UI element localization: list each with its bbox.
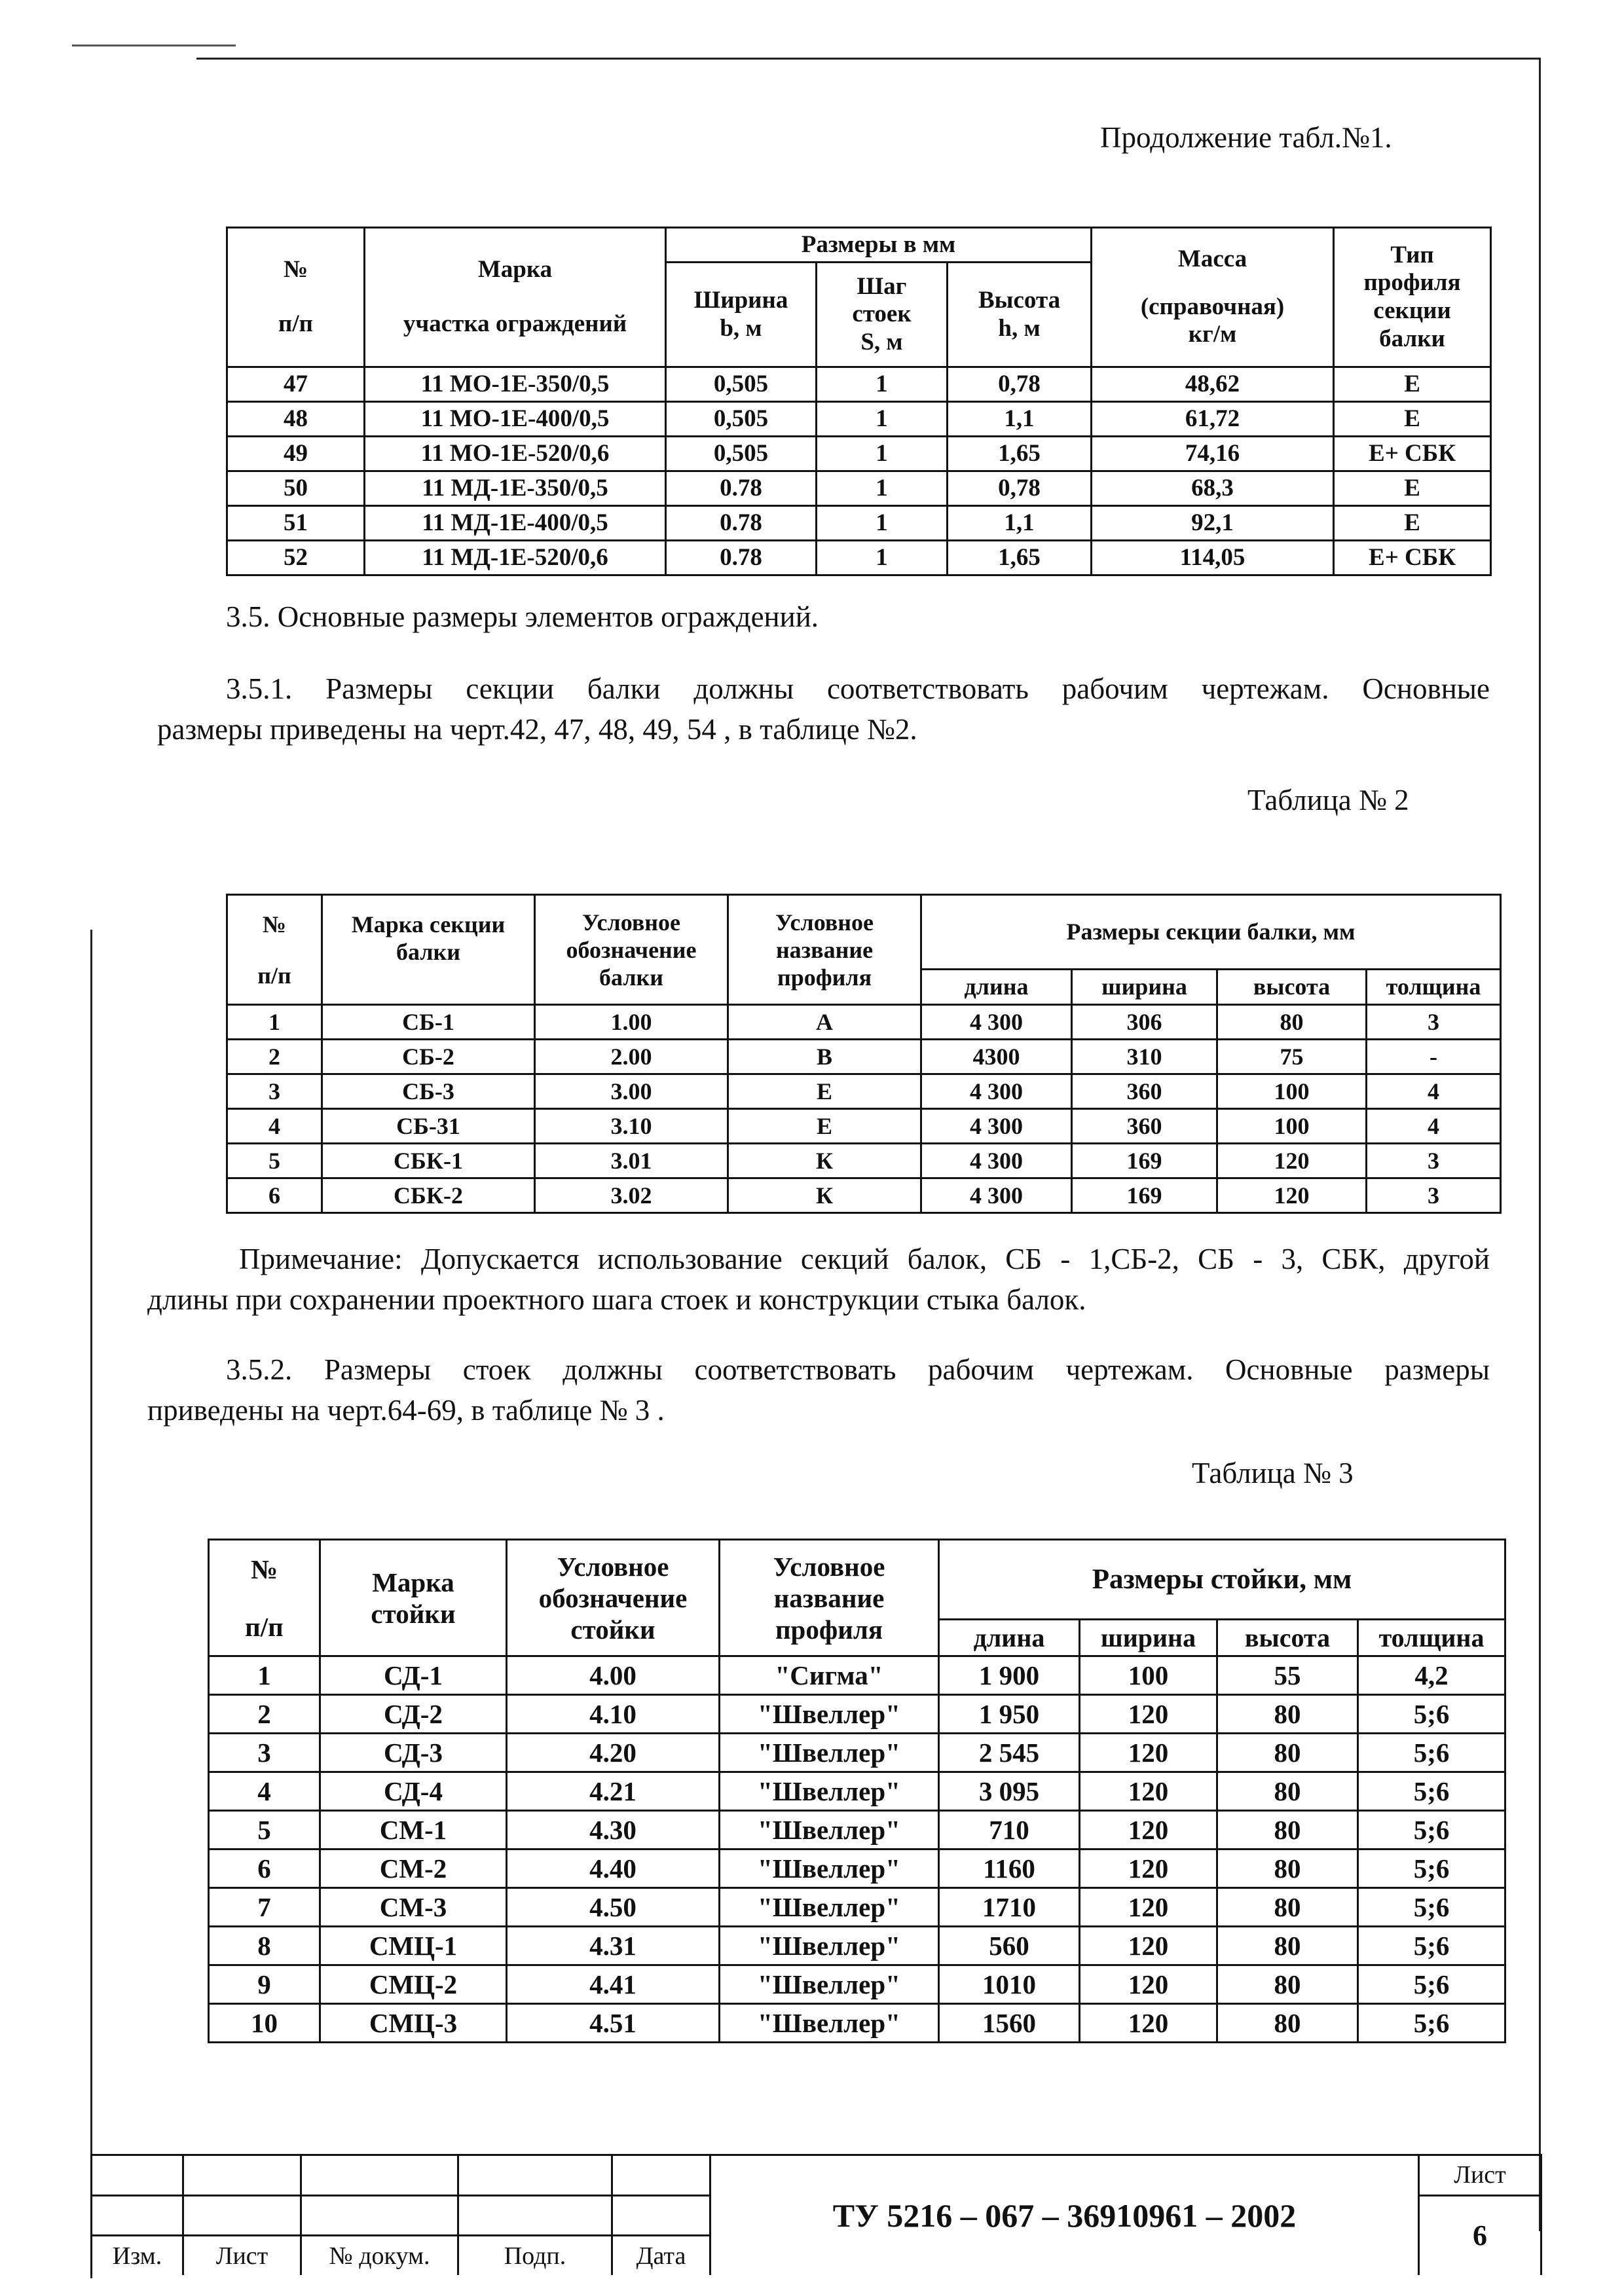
t1-cell-type: Е+ СБК — [1334, 541, 1491, 575]
t3-cell-thickness: 5;6 — [1358, 1811, 1505, 1850]
t2-cell-num: 5 — [227, 1144, 322, 1178]
stamp-label-list: Лист — [183, 2236, 301, 2275]
t3-cell-mark: СД-1 — [320, 1656, 507, 1695]
t3-row — [209, 2004, 1505, 2043]
frame-top-line — [196, 58, 1540, 60]
t1-header-mass — [1092, 228, 1334, 367]
stamp-cell-r1c2 — [183, 2155, 301, 2196]
t1-h-step-1: Шаг — [857, 272, 907, 300]
stamp-cell-r2c4 — [458, 2195, 612, 2236]
stamp-cell-r1c5 — [612, 2155, 710, 2196]
t2-cell-profile: В — [728, 1040, 921, 1074]
t2-cell-height: 80 — [1217, 1005, 1367, 1040]
t3-cell-thickness: 4,2 — [1358, 1656, 1505, 1695]
t3-cell-length: 710 — [939, 1811, 1080, 1850]
t1-cell-width: 0.78 — [666, 471, 817, 506]
t1-cell-num: 51 — [227, 506, 365, 541]
t3-header-width: ширина — [1080, 1620, 1217, 1656]
t3-row — [209, 1850, 1505, 1888]
t3-header-length: длина — [939, 1620, 1080, 1656]
t3-cell-length: 1160 — [939, 1850, 1080, 1888]
t2-h-prof-3: профиля — [777, 964, 872, 991]
t3-cell-num: 9 — [209, 1965, 320, 2004]
t3-cell-height: 80 — [1217, 1772, 1358, 1811]
t2-header-height: высота — [1217, 969, 1367, 1004]
t2-cell-height: 75 — [1217, 1040, 1367, 1074]
t3-cell-height: 80 — [1217, 1927, 1358, 1965]
t2-cell-profile: К — [728, 1178, 921, 1213]
t3-cell-height: 80 — [1217, 1695, 1358, 1734]
t2-row — [227, 1109, 1501, 1144]
t2-cell-thickness: 3 — [1367, 1005, 1501, 1040]
t1-row — [227, 471, 1491, 506]
stamp-cell-r1c4 — [458, 2155, 612, 2196]
t2-cell-num: 2 — [227, 1040, 322, 1074]
t1-cell-num: 50 — [227, 471, 365, 506]
t3-cell-designation: 4.10 — [507, 1695, 720, 1734]
t3-header-mark — [320, 1540, 507, 1656]
t1-cell-height: 1,65 — [948, 437, 1092, 471]
t3-header-num — [209, 1540, 320, 1656]
t3-cell-height: 80 — [1217, 1734, 1358, 1772]
t3-row — [209, 1656, 1505, 1695]
t1-cell-type: Е+ СБК — [1334, 437, 1491, 471]
t1-cell-width: 0.78 — [666, 506, 817, 541]
t1-h-width-1: Ширина — [693, 286, 788, 314]
t1-cell-height: 0,78 — [948, 471, 1092, 506]
t3-cell-height: 55 — [1217, 1656, 1358, 1695]
t3-cell-mark: СМ-2 — [320, 1850, 507, 1888]
t2-cell-profile: Е — [728, 1109, 921, 1144]
stamp-label-izm: Изм. — [92, 2236, 183, 2275]
t3-cell-num: 2 — [209, 1695, 320, 1734]
stamp-cell-r2c3 — [301, 2195, 458, 2236]
t1-header-mark — [365, 228, 666, 367]
t3-cell-designation: 4.31 — [507, 1927, 720, 1965]
t2-header-dims: Размеры секции балки, мм — [921, 895, 1501, 970]
t2-cell-designation: 3.01 — [535, 1144, 728, 1178]
t3-cell-mark: СМЦ-2 — [320, 1965, 507, 2004]
t1-row — [227, 506, 1491, 541]
t3-cell-length: 2 545 — [939, 1734, 1080, 1772]
t2-h-mark-1: Марка секции — [351, 911, 506, 938]
t2-cell-height: 100 — [1217, 1074, 1367, 1109]
t2-cell-mark: СБ-1 — [322, 1005, 535, 1040]
t2-cell-num: 6 — [227, 1178, 322, 1213]
t3-h-prof-2: название — [773, 1582, 885, 1613]
t3-cell-designation: 4.40 — [507, 1850, 720, 1888]
t1-cell-mark: 11 МО-1Е-520/0,6 — [365, 437, 666, 471]
table-1 — [226, 227, 1492, 576]
t1-row — [227, 541, 1491, 575]
t1-h-mass-2: (справочная) — [1140, 293, 1285, 320]
t3-cell-length: 1560 — [939, 2004, 1080, 2043]
t3-cell-width: 120 — [1080, 2004, 1217, 2043]
t1-h-type-1: Тип — [1390, 241, 1434, 268]
t1-header-dims: Размеры в мм — [666, 228, 1092, 263]
t3-cell-designation: 4.30 — [507, 1811, 720, 1850]
stamp-cell-r1c1 — [92, 2155, 183, 2196]
t3-h-des-1: Условное — [557, 1551, 669, 1582]
t3-cell-mark: СД-2 — [320, 1695, 507, 1734]
t3-body — [209, 1656, 1505, 2043]
t3-h-prof-3: профиля — [775, 1614, 883, 1645]
stamp-sheet-number: 6 — [1419, 2195, 1541, 2275]
t2-row — [227, 1144, 1501, 1178]
t2-row — [227, 1074, 1501, 1109]
t1-h-step-2: стоек — [852, 301, 912, 328]
t1-cell-mark: 11 МО-1Е-350/0,5 — [365, 367, 666, 402]
t1-h-type-2: профиля — [1363, 269, 1461, 297]
t3-row — [209, 1772, 1505, 1811]
t1-row — [227, 402, 1491, 437]
t2-cell-designation: 1.00 — [535, 1005, 728, 1040]
t2-cell-height: 120 — [1217, 1144, 1367, 1178]
t3-cell-thickness: 5;6 — [1358, 1965, 1505, 2004]
t3-h-mark-2: стойки — [371, 1598, 456, 1629]
t3-cell-mark: СД-4 — [320, 1772, 507, 1811]
t3-row — [209, 1695, 1505, 1734]
t1-h-num-2: п/п — [278, 310, 313, 337]
t3-cell-mark: СМ-3 — [320, 1888, 507, 1927]
t3-cell-width: 120 — [1080, 1888, 1217, 1927]
t1-cell-num: 49 — [227, 437, 365, 471]
t2-row — [227, 1178, 1501, 1213]
t3-cell-profile: "Сигма" — [720, 1656, 939, 1695]
t3-row — [209, 1734, 1505, 1772]
t3-header-height: высота — [1217, 1620, 1358, 1656]
t3-cell-length: 1 900 — [939, 1656, 1080, 1695]
stamp-sheet-label: Лист — [1419, 2155, 1541, 2196]
t1-cell-width: 0,505 — [666, 367, 817, 402]
t1-cell-num: 52 — [227, 541, 365, 575]
section-3-5-2-line2: приведены на черт.64-69, в таблице № 3 . — [147, 1394, 665, 1427]
t1-h-height-1: Высота — [978, 286, 1061, 314]
t3-row — [209, 1888, 1505, 1927]
t3-cell-profile: "Швеллер" — [720, 1888, 939, 1927]
t3-cell-length: 1 950 — [939, 1695, 1080, 1734]
t1-h-mark-2: участка ограждений — [403, 310, 627, 337]
t2-cell-width: 169 — [1072, 1178, 1217, 1213]
frame-top-dash — [72, 45, 236, 46]
t1-h-num-1: № — [283, 256, 308, 283]
stamp-label-doc-number: № докум. — [301, 2236, 458, 2275]
t1-cell-mass: 74,16 — [1092, 437, 1334, 471]
t3-cell-designation: 4.21 — [507, 1772, 720, 1811]
t2-h-prof-2: название — [775, 936, 874, 963]
t3-cell-designation: 4.41 — [507, 1965, 720, 2004]
t1-header-type — [1334, 228, 1491, 367]
t3-cell-length: 1710 — [939, 1888, 1080, 1927]
t1-cell-type: Е — [1334, 402, 1491, 437]
t3-cell-width: 120 — [1080, 1965, 1217, 2004]
t3-cell-height: 80 — [1217, 2004, 1358, 2043]
table-3-caption: Таблица № 3 — [1192, 1457, 1354, 1489]
t3-cell-width: 120 — [1080, 1811, 1217, 1850]
t1-cell-mark: 11 МО-1Е-400/0,5 — [365, 402, 666, 437]
t2-cell-designation: 3.02 — [535, 1178, 728, 1213]
t1-cell-mass: 92,1 — [1092, 506, 1334, 541]
stamp-cell-r2c5 — [612, 2195, 710, 2236]
t3-cell-num: 3 — [209, 1734, 320, 1772]
t2-cell-length: 4 300 — [921, 1074, 1072, 1109]
t1-cell-step: 1 — [817, 471, 948, 506]
table-2-caption: Таблица № 2 — [1247, 784, 1409, 816]
t3-cell-width: 100 — [1080, 1656, 1217, 1695]
t1-cell-mass: 61,72 — [1092, 402, 1334, 437]
t1-cell-mass: 68,3 — [1092, 471, 1334, 506]
t3-cell-height: 80 — [1217, 1888, 1358, 1927]
t2-cell-mark: СБК-1 — [322, 1144, 535, 1178]
stamp-label-date: Дата — [612, 2236, 710, 2275]
t3-cell-num: 10 — [209, 2004, 320, 2043]
t3-cell-mark: СМЦ-1 — [320, 1927, 507, 1965]
t1-row — [227, 437, 1491, 471]
t3-header-dims: Размеры стойки, мм — [939, 1540, 1505, 1620]
t2-cell-length: 4 300 — [921, 1005, 1072, 1040]
t1-cell-type: Е — [1334, 367, 1491, 402]
t2-h-prof-1: Условное — [775, 909, 874, 936]
t2-cell-height: 120 — [1217, 1178, 1367, 1213]
t1-cell-height: 1,65 — [948, 541, 1092, 575]
t2-h-num-1: № — [262, 911, 287, 938]
stamp-cell-r1c3 — [301, 2155, 458, 2196]
t2-cell-length: 4 300 — [921, 1109, 1072, 1144]
t1-cell-width: 0,505 — [666, 402, 817, 437]
t3-cell-mark: СД-3 — [320, 1734, 507, 1772]
table-3 — [208, 1539, 1506, 2043]
t2-cell-profile: А — [728, 1005, 921, 1040]
t3-cell-designation: 4.00 — [507, 1656, 720, 1695]
t1-cell-step: 1 — [817, 506, 948, 541]
section-3-5-1-line1: 3.5.1. Размеры секции балки должны соответствовать рабочим чертежам. Основные — [226, 672, 1490, 705]
t2-cell-num: 3 — [227, 1074, 322, 1109]
t3-cell-profile: "Швеллер" — [720, 1734, 939, 1772]
t1-cell-width: 0.78 — [666, 541, 817, 575]
section-3-5-2-line1: 3.5.2. Размеры стоек должны соответствовать рабочим чертежам. Основные размеры — [226, 1353, 1490, 1386]
section-3-5-1-line2: размеры приведены на черт.42, 47, 48, 49, 54 , в таблице №2. — [157, 713, 917, 746]
stamp-cell-r2c1 — [92, 2195, 183, 2236]
t3-cell-thickness: 5;6 — [1358, 1695, 1505, 1734]
t3-row — [209, 1965, 1505, 2004]
t3-cell-width: 120 — [1080, 1695, 1217, 1734]
t2-cell-thickness: 4 — [1367, 1074, 1501, 1109]
t3-cell-length: 1010 — [939, 1965, 1080, 2004]
t3-h-des-2: обозначение — [538, 1582, 688, 1613]
t2-cell-length: 4 300 — [921, 1178, 1072, 1213]
t2-row — [227, 1005, 1501, 1040]
t2-row — [227, 1040, 1501, 1074]
stamp-label-signature: Подп. — [458, 2236, 612, 2275]
t2-header-width: ширина — [1072, 969, 1217, 1004]
t3-cell-designation: 4.20 — [507, 1734, 720, 1772]
t1-header-step — [817, 263, 948, 367]
t1-cell-height: 1,1 — [948, 402, 1092, 437]
note-line1: Примечание: Допускается использование секций балок, СБ - 1,СБ-2, СБ - 3, СБК, другой — [239, 1243, 1490, 1275]
t3-row — [209, 1927, 1505, 1965]
t2-cell-mark: СБК-2 — [322, 1178, 535, 1213]
t3-cell-height: 80 — [1217, 1850, 1358, 1888]
t3-cell-height: 80 — [1217, 1965, 1358, 2004]
t1-cell-mark: 11 МД-1Е-350/0,5 — [365, 471, 666, 506]
t3-cell-profile: "Швеллер" — [720, 1695, 939, 1734]
t2-cell-designation: 2.00 — [535, 1040, 728, 1074]
t3-cell-width: 120 — [1080, 1927, 1217, 1965]
t2-cell-profile: Е — [728, 1074, 921, 1109]
t1-h-mass-1: Масса — [1177, 246, 1247, 273]
continuation-title: Продолжение табл.№1. — [1100, 121, 1392, 154]
t3-cell-num: 8 — [209, 1927, 320, 1965]
t3-cell-designation: 4.51 — [507, 2004, 720, 2043]
t3-h-des-3: стойки — [570, 1614, 655, 1645]
t1-cell-mark: 11 МД-1Е-520/0,6 — [365, 541, 666, 575]
t1-cell-width: 0,505 — [666, 437, 817, 471]
t2-cell-width: 360 — [1072, 1109, 1217, 1144]
t3-cell-profile: "Швеллер" — [720, 1927, 939, 1965]
t2-cell-length: 4300 — [921, 1040, 1072, 1074]
t2-cell-profile: К — [728, 1144, 921, 1178]
t3-cell-length: 560 — [939, 1927, 1080, 1965]
t3-cell-width: 120 — [1080, 1772, 1217, 1811]
t1-header-width — [666, 263, 817, 367]
frame-left-line — [90, 930, 92, 2278]
t1-h-mark-1: Марка — [477, 256, 553, 283]
t3-h-num-2: п/п — [245, 1611, 284, 1642]
t3-h-num-1: № — [250, 1554, 278, 1584]
t3-cell-thickness: 5;6 — [1358, 1888, 1505, 1927]
t1-cell-step: 1 — [817, 541, 948, 575]
t2-cell-width: 310 — [1072, 1040, 1217, 1074]
t2-cell-width: 169 — [1072, 1144, 1217, 1178]
title-block — [90, 2154, 1542, 2275]
t1-h-type-4: балки — [1379, 325, 1445, 352]
t3-cell-num: 4 — [209, 1772, 320, 1811]
t2-cell-thickness: 3 — [1367, 1178, 1501, 1213]
table-2 — [226, 894, 1502, 1214]
t3-cell-profile: "Швеллер" — [720, 1850, 939, 1888]
t1-cell-num: 47 — [227, 367, 365, 402]
stamp-cell-r2c2 — [183, 2195, 301, 2236]
t3-h-mark-1: Марка — [372, 1567, 454, 1597]
t1-cell-mass: 114,05 — [1092, 541, 1334, 575]
t1-cell-step: 1 — [817, 437, 948, 471]
t1-h-height-2: h, м — [998, 314, 1041, 342]
t2-cell-num: 1 — [227, 1005, 322, 1040]
t1-row — [227, 367, 1491, 402]
t2-body — [227, 1005, 1501, 1213]
t1-cell-num: 48 — [227, 402, 365, 437]
t2-header-profile — [728, 895, 921, 1005]
t3-h-prof-1: Условное — [773, 1551, 885, 1582]
t3-cell-thickness: 5;6 — [1358, 1850, 1505, 1888]
t2-cell-height: 100 — [1217, 1109, 1367, 1144]
t3-cell-length: 3 095 — [939, 1772, 1080, 1811]
t3-cell-num: 1 — [209, 1656, 320, 1695]
note-line2: длины при сохранении проектного шага стоек и конструкции стыка балок. — [147, 1283, 1086, 1316]
t3-cell-profile: "Швеллер" — [720, 1811, 939, 1850]
t2-cell-designation: 3.00 — [535, 1074, 728, 1109]
t2-cell-thickness: 3 — [1367, 1144, 1501, 1178]
section-3-5: 3.5. Основные размеры элементов ограждений. — [226, 600, 819, 633]
t3-cell-thickness: 5;6 — [1358, 1772, 1505, 1811]
t3-header-designation — [507, 1540, 720, 1656]
t3-cell-profile: "Швеллер" — [720, 1772, 939, 1811]
t2-cell-length: 4 300 — [921, 1144, 1072, 1178]
t3-cell-height: 80 — [1217, 1811, 1358, 1850]
t3-cell-designation: 4.50 — [507, 1888, 720, 1927]
t2-cell-thickness: 4 — [1367, 1109, 1501, 1144]
t1-header-num — [227, 228, 365, 367]
t3-cell-mark: СМ-1 — [320, 1811, 507, 1850]
t2-h-num-2: п/п — [257, 962, 291, 989]
t2-cell-num: 4 — [227, 1109, 322, 1144]
t2-h-des-1: Условное — [582, 909, 680, 936]
t3-row — [209, 1811, 1505, 1850]
t1-h-step-3: S, м — [860, 328, 903, 355]
t1-body — [227, 367, 1491, 575]
t3-cell-thickness: 5;6 — [1358, 1734, 1505, 1772]
t1-cell-mass: 48,62 — [1092, 367, 1334, 402]
t1-cell-type: Е — [1334, 471, 1491, 506]
t1-h-width-2: b, м — [720, 314, 762, 342]
t1-header-height — [948, 263, 1092, 367]
t3-cell-thickness: 5;6 — [1358, 1927, 1505, 1965]
t3-cell-mark: СМЦ-3 — [320, 2004, 507, 2043]
t2-cell-mark: СБ-31 — [322, 1109, 535, 1144]
t3-cell-profile: "Швеллер" — [720, 1965, 939, 2004]
t1-cell-step: 1 — [817, 402, 948, 437]
t3-cell-profile: "Швеллер" — [720, 2004, 939, 2043]
t1-cell-type: Е — [1334, 506, 1491, 541]
t2-h-des-3: балки — [599, 964, 663, 991]
t2-header-mark — [322, 895, 535, 1005]
t2-header-num — [227, 895, 322, 1005]
t3-cell-num: 5 — [209, 1811, 320, 1850]
stamp-document-code: ТУ 5216 – 067 – 36910961 – 2002 — [710, 2155, 1419, 2276]
t2-header-length: длина — [921, 969, 1072, 1004]
t3-header-thickness: толщина — [1358, 1620, 1505, 1656]
t2-cell-width: 306 — [1072, 1005, 1217, 1040]
t1-cell-height: 0,78 — [948, 367, 1092, 402]
t3-cell-num: 6 — [209, 1850, 320, 1888]
t3-cell-width: 120 — [1080, 1850, 1217, 1888]
frame-right-line — [1539, 58, 1541, 2231]
t1-h-type-3: секции — [1373, 297, 1451, 324]
t2-header-designation — [535, 895, 728, 1005]
t2-cell-thickness: - — [1367, 1040, 1501, 1074]
t2-h-mark-2: балки — [396, 938, 460, 965]
t2-header-thickness: толщина — [1367, 969, 1501, 1004]
t2-h-des-2: обозначение — [566, 936, 697, 963]
t2-cell-width: 360 — [1072, 1074, 1217, 1109]
t1-cell-step: 1 — [817, 367, 948, 402]
t3-cell-num: 7 — [209, 1888, 320, 1927]
t3-header-profile — [720, 1540, 939, 1656]
t3-cell-thickness: 5;6 — [1358, 2004, 1505, 2043]
t2-cell-mark: СБ-2 — [322, 1040, 535, 1074]
t1-cell-height: 1,1 — [948, 506, 1092, 541]
t2-cell-designation: 3.10 — [535, 1109, 728, 1144]
t3-cell-width: 120 — [1080, 1734, 1217, 1772]
t2-cell-mark: СБ-3 — [322, 1074, 535, 1109]
t1-h-mass-3: кг/м — [1188, 321, 1237, 348]
t1-cell-mark: 11 МД-1Е-400/0,5 — [365, 506, 666, 541]
